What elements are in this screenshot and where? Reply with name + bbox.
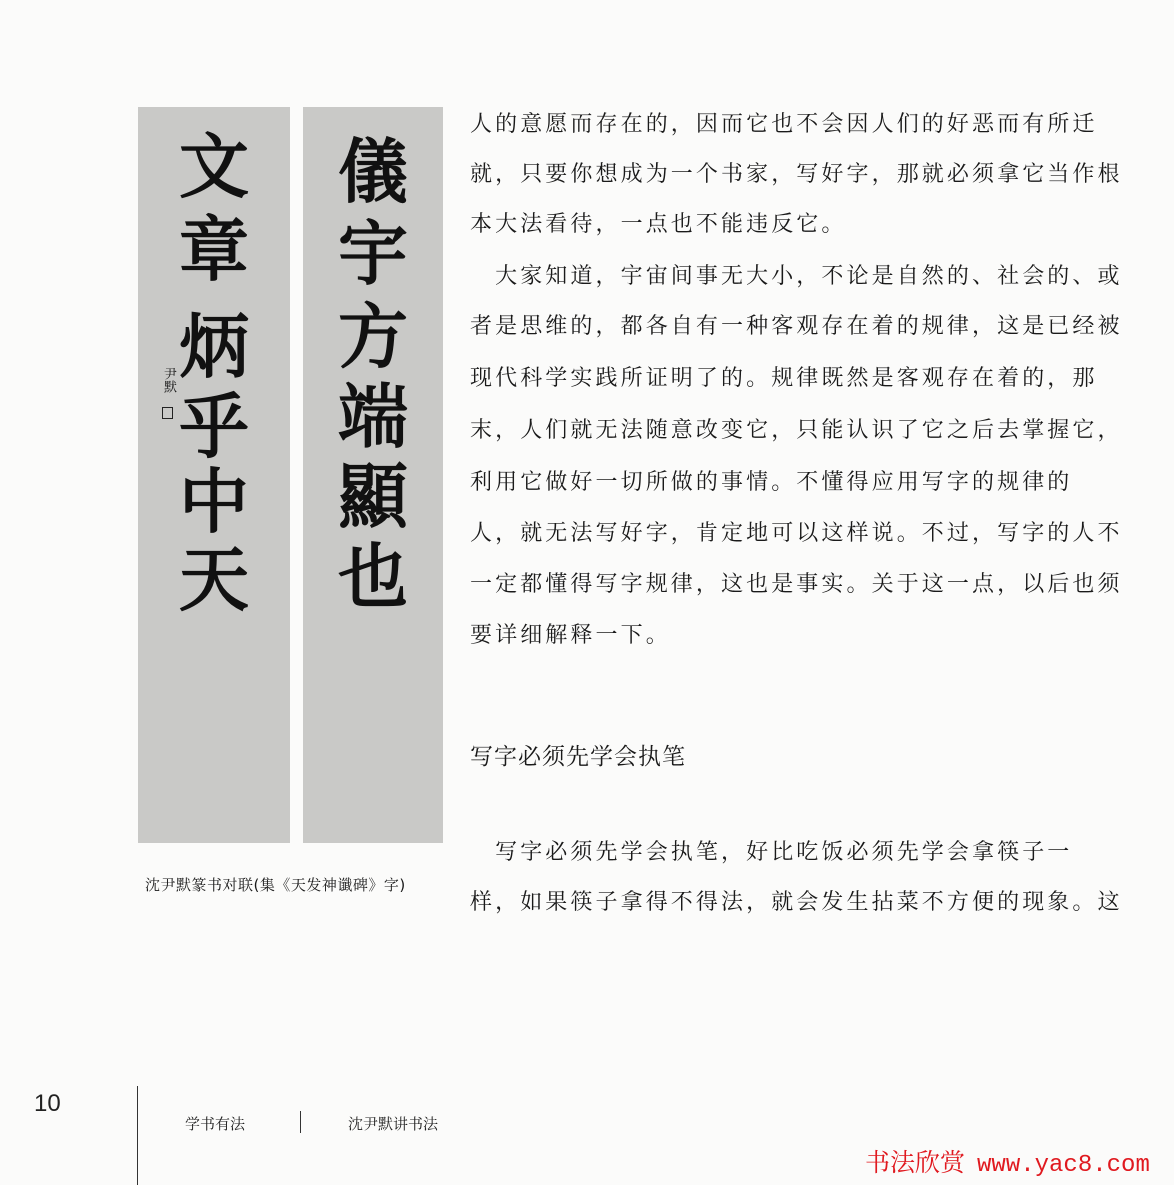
seal-character: 文 (179, 125, 249, 208)
seal-character: 儀 (338, 130, 408, 213)
figure-caption: 沈尹默篆书对联(集《天发神谶碑》字) (145, 876, 406, 894)
text-line: 利用它做好一切所做的事情。不懂得应用写字的规律的 (470, 470, 1073, 495)
watermark-url: www.yac8.com (977, 1152, 1150, 1179)
text-line: 写字必须先学会执笔，好比吃饭必须先学会拿筷子一 (470, 840, 1073, 865)
text-line: 末，人们就无法随意改变它，只能认识了它之后去掌握它， (470, 418, 1123, 443)
footer-separator (300, 1111, 301, 1133)
seal-character: 乎 (179, 385, 249, 468)
text-line: 就，只要你想成为一个书家，写好字，那就必须拿它当作根 (470, 162, 1123, 187)
text-line: 本大法看待，一点也不能违反它。 (470, 212, 847, 237)
text-line: 一定都懂得写字规律，这也是事实。关于这一点，以后也须 (470, 572, 1123, 597)
signature: 尹默 (161, 367, 176, 393)
seal-character: 宇 (338, 212, 408, 295)
footer-divider (137, 1086, 138, 1185)
text-line: 者是思维的，都各自有一种客观存在着的规律，这是已经被 (470, 314, 1123, 339)
seal-character: 中 (179, 460, 249, 543)
text-line: 现代科学实践所证明了的。规律既然是客观存在着的，那 (470, 366, 1098, 391)
book-title: 学书有法 (185, 1115, 246, 1133)
couplet-left-scroll (138, 107, 290, 843)
watermark-text: 书法欣赏 (865, 1148, 966, 1177)
seal-stamp (162, 407, 173, 419)
seal-character: 章 (179, 208, 249, 291)
page-number: 10 (34, 1090, 61, 1117)
series-title: 沈尹默讲书法 (348, 1115, 439, 1133)
seal-character: 方 (338, 295, 408, 378)
seal-character: 端 (338, 375, 408, 458)
seal-character: 炳 (179, 305, 249, 388)
couplet-right-scroll (303, 107, 443, 843)
section-heading: 写字必须先学会执笔 (470, 744, 686, 770)
text-line: 要详细解释一下。 (470, 623, 671, 648)
watermark (865, 1143, 1150, 1179)
text-line: 人，就无法写好字，肯定地可以这样说。不过，写字的人不 (470, 521, 1123, 546)
seal-character: 天 (179, 538, 249, 621)
seal-character: 也 (338, 535, 408, 618)
seal-character: 顯 (338, 455, 408, 538)
text-line: 样，如果筷子拿得不得法，就会发生拈菜不方便的现象。这 (470, 890, 1123, 915)
text-line: 大家知道，宇宙间事无大小，不论是自然的、社会的、或 (470, 264, 1123, 289)
text-line: 人的意愿而存在的，因而它也不会因人们的好恶而有所迁 (470, 112, 1098, 137)
